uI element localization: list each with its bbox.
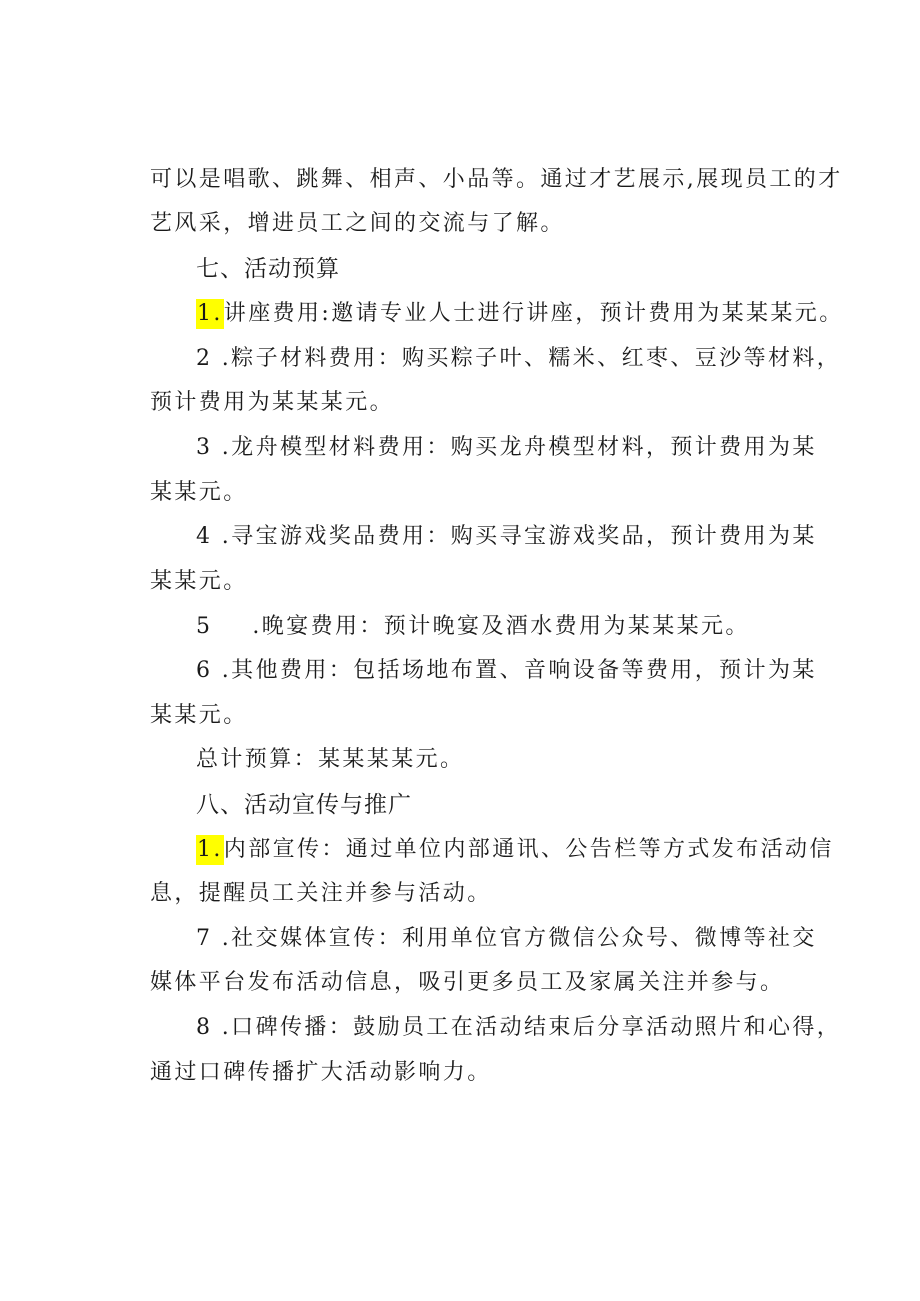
budget-item-4-line1: 4 .寻宝游戏奖品费用：购买寻宝游戏奖品，预计费用为某 xyxy=(196,524,817,549)
budget-item-5-number: 5 xyxy=(196,614,213,639)
highlighted-number: 1. xyxy=(196,835,224,865)
promotion-item-7-line1: 7 .社交媒体宣传：利用单位官方微信公众号、微博等社交 xyxy=(196,926,817,951)
budget-item-4-line2: 某某元。 xyxy=(150,569,248,594)
paragraph-line: 艺风采，增进员工之间的交流与了解。 xyxy=(150,211,565,236)
budget-item-2-line1: 2 .粽子材料费用：购买粽子叶、糯米、红枣、豆沙等材料， xyxy=(196,346,842,371)
section-heading-promotion: 八、活动宣传与推广 xyxy=(196,792,412,818)
promotion-item-1 xyxy=(196,835,856,865)
highlighted-number: 1. xyxy=(196,299,224,329)
budget-item-2-line2: 预计费用为某某某元。 xyxy=(150,390,395,415)
budget-item-1 xyxy=(196,299,856,329)
budget-item-6-line2: 某某元。 xyxy=(150,703,248,728)
budget-total: 总计预算：某某某某元。 xyxy=(196,747,465,772)
budget-item-3-line1: 3 .龙舟模型材料费用：购买龙舟模型材料，预计费用为某 xyxy=(196,435,817,460)
budget-item-1-text: 讲座费用:邀请专业人士进行讲座，预计费用为某某某元。 xyxy=(223,301,844,326)
paragraph-line: 可以是唱歌、跳舞、相声、小品等。通过才艺展示,展现员工的才 xyxy=(150,167,843,192)
promotion-item-8-line1: 8 .口碑传播：鼓励员工在活动结束后分享活动照片和心得， xyxy=(196,1015,842,1040)
promotion-item-8-line2: 通过口碑传播扩大活动影响力。 xyxy=(150,1060,492,1085)
budget-item-3-line2: 某某元。 xyxy=(150,480,248,505)
budget-item-5 xyxy=(196,612,856,642)
promotion-item-1-line2: 息，提醒员工关注并参与活动。 xyxy=(150,881,492,906)
section-heading-budget: 七、活动预算 xyxy=(196,256,340,282)
promotion-item-7-line2: 媒体平台发布活动信息，吸引更多员工及家属关注并参与。 xyxy=(150,970,785,995)
budget-item-5-text: .晚宴费用：预计晚宴及酒水费用为某某某元。 xyxy=(252,614,750,639)
promotion-item-1-text: 内部宣传：通过单位内部通讯、公告栏等方式发布活动信 xyxy=(223,837,834,862)
budget-item-6-line1: 6 .其他费用：包括场地布置、音响设备等费用，预计为某 xyxy=(196,658,817,683)
